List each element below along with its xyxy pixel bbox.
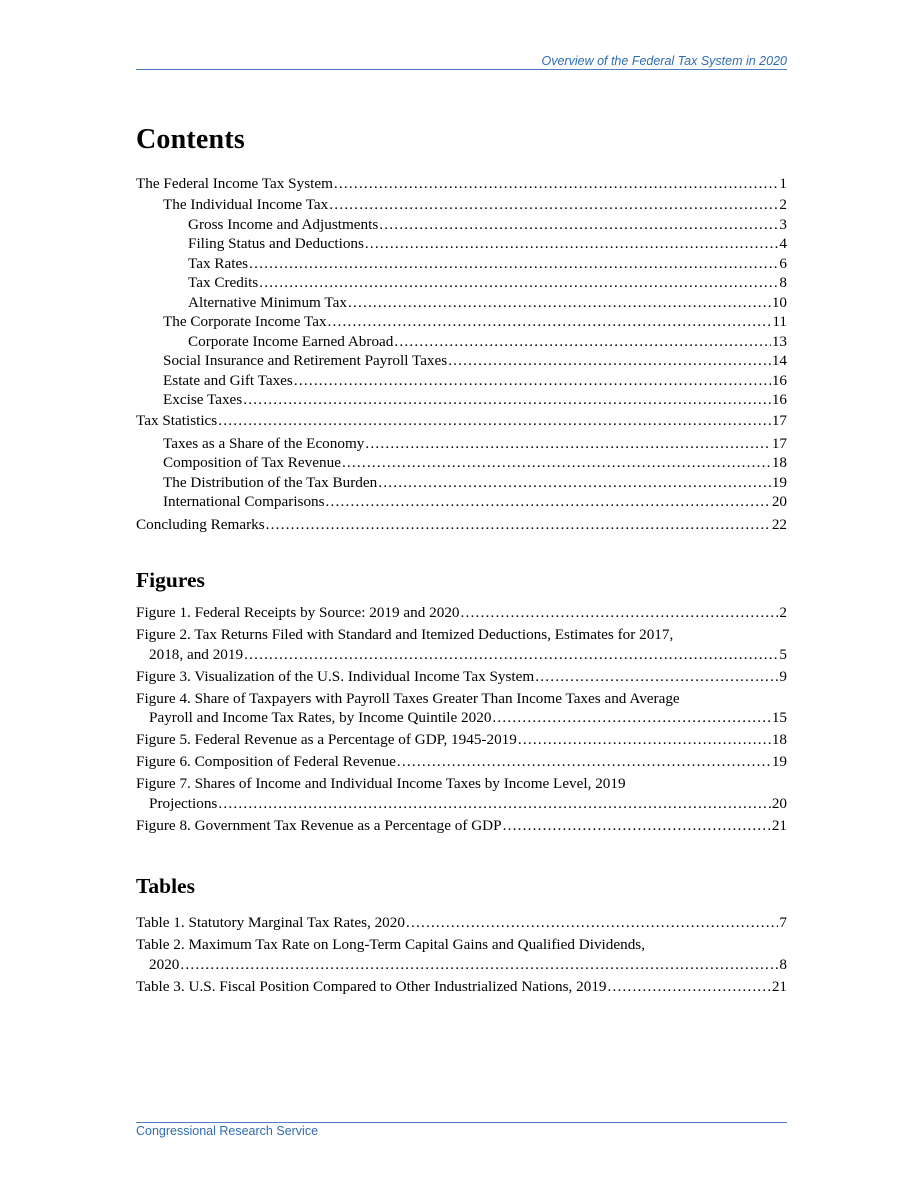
contents-list (136, 174, 787, 534)
leader-dots (379, 215, 778, 235)
leader-dots (218, 411, 771, 431)
toc-entry-label: Gross Income and Adjustments (188, 215, 379, 233)
toc-entry-label: Tax Credits (188, 274, 259, 291)
figure-entry-label: Figure 3. Visualization of the U.S. Individual Income Tax System (136, 667, 535, 685)
figure-entry-label-cont: Payroll and Income Tax Rates, by Income Quintile 2020 (149, 709, 492, 726)
leader-dots (328, 312, 772, 332)
toc-entry-page: 19 (771, 473, 787, 491)
figure-entry[interactable] (136, 774, 787, 813)
toc-entry[interactable] (136, 215, 787, 235)
toc-entry-label: Filing Status and Deductions (188, 235, 364, 252)
toc-entry-label: Corporate Income Earned Abroad (188, 332, 394, 350)
toc-entry-page: 6 (779, 254, 787, 272)
table-entry-page: 21 (771, 977, 787, 995)
toc-entry-label: Social Insurance and Retirement Payroll Taxes (163, 352, 448, 369)
leader-dots (348, 293, 771, 313)
figure-entry-page: 20 (771, 794, 787, 812)
footer: Congressional Research Service (136, 1124, 319, 1138)
leader-dots (244, 645, 778, 665)
toc-entry-page: 1 (779, 175, 787, 192)
figure-entry[interactable] (136, 603, 787, 623)
leader-dots (243, 390, 771, 410)
toc-entry-label: The Distribution of the Tax Burden (163, 473, 378, 491)
figure-entry[interactable] (136, 752, 787, 772)
toc-entry-page: 13 (771, 332, 787, 350)
table-entry-label: Table 3. U.S. Fiscal Position Compared to Other Industrialized Nations, 2019 (136, 977, 607, 995)
figures-heading: Figures (136, 568, 205, 592)
figure-entry-label: Figure 7. Shares of Income and Individual Income Taxes by Income Level, 2019 (136, 775, 626, 792)
leader-dots (365, 434, 770, 454)
toc-entry-page: 16 (771, 371, 787, 389)
leader-dots (535, 667, 778, 687)
figure-entry-label: Figure 2. Tax Returns Filed with Standard and Itemized Deductions, Estimates for 2017, (136, 626, 674, 643)
leader-dots (342, 453, 771, 473)
toc-entry-page: 4 (779, 235, 787, 252)
toc-entry-label: Tax Statistics (136, 412, 218, 429)
figure-entry-label: Figure 8. Government Tax Revenue as a Percentage of GDP (136, 816, 502, 834)
leader-dots (180, 955, 778, 975)
toc-entry-label: Excise Taxes (163, 391, 243, 408)
toc-entry[interactable] (136, 515, 787, 535)
toc-entry-label: Concluding Remarks (136, 515, 265, 533)
toc-entry-label: Alternative Minimum Tax (188, 293, 347, 311)
contents-heading: Contents (136, 124, 245, 155)
toc-entry-label: Composition of Tax Revenue (163, 454, 341, 471)
figure-entry-label: Figure 4. Share of Taxpayers with Payroll Taxes Greater Than Income Taxes and Average (136, 689, 680, 707)
toc-entry-page: 18 (771, 454, 787, 471)
toc-entry-page: 14 (771, 352, 787, 369)
leader-dots (492, 708, 770, 728)
figure-entry-page: 21 (771, 816, 787, 834)
figure-entry-label-cont: Projections (149, 794, 218, 812)
toc-entry[interactable] (136, 332, 787, 352)
table-entry[interactable] (136, 913, 787, 933)
table-entry[interactable] (136, 977, 787, 997)
toc-entry-page: 20 (771, 493, 787, 510)
leader-dots (518, 730, 771, 750)
leader-dots (266, 515, 771, 535)
toc-entry-page: 22 (771, 515, 787, 533)
table-entry-page: 7 (779, 914, 787, 931)
running-head: Overview of the Federal Tax System in 2020 (541, 54, 787, 68)
leader-dots (406, 913, 778, 933)
toc-entry[interactable] (136, 434, 787, 454)
leader-dots (397, 752, 771, 772)
toc-entry-page: 2 (779, 196, 787, 213)
leader-dots (365, 234, 778, 254)
figures-list (136, 603, 787, 835)
figure-entry-page: 2 (779, 604, 787, 621)
leader-dots (249, 254, 778, 274)
toc-entry-label: Taxes as a Share of the Economy (163, 434, 365, 452)
tables-list (136, 913, 787, 996)
toc-entry-page: 16 (771, 391, 787, 408)
toc-entry[interactable] (136, 293, 787, 313)
figure-entry-page: 9 (779, 667, 787, 685)
leader-dots (394, 332, 770, 352)
toc-entry-page: 3 (779, 215, 787, 233)
figure-entry[interactable] (136, 816, 787, 836)
leader-dots (294, 371, 771, 391)
table-entry-label-cont: 2020 (149, 955, 180, 973)
leader-dots (448, 351, 771, 371)
table-entry-label: Table 1. Statutory Marginal Tax Rates, 2020 (136, 914, 405, 931)
toc-entry-label: Estate and Gift Taxes (163, 371, 293, 389)
toc-entry-page: 8 (779, 274, 787, 291)
leader-dots (378, 473, 771, 493)
toc-entry[interactable] (136, 371, 787, 391)
toc-entry-label: The Individual Income Tax (163, 196, 329, 213)
toc-entry[interactable] (136, 273, 787, 293)
figure-entry-page: 15 (771, 709, 787, 726)
leader-dots (503, 816, 771, 836)
figure-entry-label-cont: 2018, and 2019 (149, 645, 244, 663)
figure-entry[interactable] (136, 689, 787, 728)
figure-entry-page: 5 (779, 645, 787, 663)
toc-entry-page: 10 (771, 293, 787, 311)
figure-entry[interactable] (136, 667, 787, 687)
toc-entry-page: 11 (772, 313, 787, 330)
tables-heading: Tables (136, 874, 195, 898)
table-entry-page: 8 (779, 955, 787, 973)
leader-dots (218, 794, 770, 814)
toc-entry-label: Tax Rates (188, 254, 249, 272)
leader-dots (326, 492, 771, 512)
toc-entry[interactable] (136, 492, 787, 512)
toc-entry[interactable] (136, 174, 787, 194)
toc-entry-page: 17 (771, 412, 787, 429)
table-entry[interactable] (136, 935, 787, 974)
footer-rule (136, 1122, 787, 1123)
leader-dots (461, 603, 779, 623)
toc-entry[interactable] (136, 195, 787, 215)
toc-entry-label: International Comparisons (163, 493, 325, 510)
toc-entry[interactable] (136, 411, 787, 431)
leader-dots (329, 195, 778, 215)
figure-entry-label: Figure 5. Federal Revenue as a Percentage of GDP, 1945-2019 (136, 731, 517, 748)
leader-dots (259, 273, 778, 293)
toc-entry-page: 17 (771, 434, 787, 452)
table-entry-label: Table 2. Maximum Tax Rate on Long-Term Capital Gains and Qualified Dividends, (136, 936, 645, 953)
toc-entry[interactable] (136, 312, 787, 332)
figure-entry[interactable] (136, 730, 787, 750)
toc-entry-label: The Federal Income Tax System (136, 175, 333, 192)
header-rule (136, 69, 787, 70)
figure-entry-label: Figure 6. Composition of Federal Revenue (136, 753, 396, 770)
figure-entry-page: 19 (771, 753, 787, 770)
toc-entry[interactable] (136, 234, 787, 254)
figure-entry[interactable] (136, 625, 787, 664)
toc-entry[interactable] (136, 453, 787, 473)
figure-entry-label: Figure 1. Federal Receipts by Source: 2019 and 2020 (136, 604, 460, 621)
figure-entry-page: 18 (771, 731, 787, 748)
leader-dots (334, 174, 779, 194)
toc-entry[interactable] (136, 254, 787, 274)
toc-entry[interactable] (136, 351, 787, 371)
toc-entry[interactable] (136, 390, 787, 410)
toc-entry[interactable] (136, 473, 787, 493)
toc-entry-label: The Corporate Income Tax (163, 313, 327, 330)
leader-dots (608, 977, 771, 997)
